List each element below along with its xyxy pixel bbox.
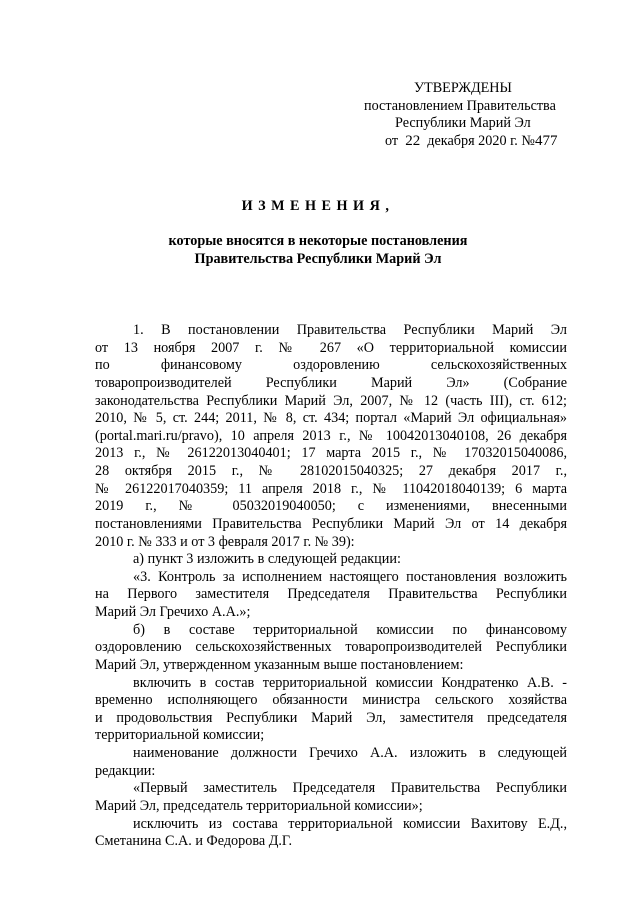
text-line: редакции: <box>95 762 156 779</box>
text-line: № 26122017040359; 11 апреля 2018 г., № 11042018040139; 6 марта <box>95 480 567 497</box>
approval-date-prefix: от <box>385 132 399 149</box>
text-line: Сметанина С.А. и Федорова Д.Г. <box>95 833 293 850</box>
text-line: постановлениями Правительства Республики Марий Эл от 14 декабря <box>95 515 567 532</box>
text-line: Марий Эл, председатель территориальной комиссии»; <box>95 797 423 814</box>
approval-heading: УТВЕРЖДЕНЫ <box>414 80 512 96</box>
text-line: 2019 г., № 05032019040050; с изменениями, внесенными <box>95 498 567 515</box>
text-line: 2010 г. № 333 и от 3 февраля 2017 г. № 39): <box>95 533 355 550</box>
paragraph-position <box>95 745 567 780</box>
approval-resolution: постановлением Правительства <box>364 97 556 114</box>
text-line: а) пункт 3 изложить в следующей редакции: <box>133 551 401 568</box>
approval-date-line <box>362 133 582 151</box>
text-line: «3. Контроль за исполнением настоящего постановления возложить <box>133 568 567 585</box>
text-line: б) в составе территориальной комиссии по финансовому <box>133 621 567 638</box>
paragraph-exclude <box>95 816 567 851</box>
paragraph-quote-position <box>95 780 567 815</box>
text-line: временно исполняющего обязанности министра сельского хозяйства <box>95 692 567 709</box>
text-line: Марий Эл Гречихо А.А.»; <box>95 604 251 620</box>
paragraph-item-b <box>95 622 567 675</box>
approval-republic: Республики Марий Эл <box>395 115 531 131</box>
paragraph-item-a <box>95 551 567 569</box>
text-line: товаропроизводителей Республики Марий Эл» (Собрание <box>95 374 567 391</box>
text-line: «Первый заместитель Председателя Правительства Республики <box>133 780 567 797</box>
text-line: (portal.mari.ru/pravo), 10 апреля 2013 г., № 10042013040108, 26 декабря <box>95 427 567 444</box>
text-line: включить в состав территориальной комиссии Кондратенко А.В. - <box>133 674 567 691</box>
text-line: 28 октября 2015 г., № 28102015040325; 27 декабря 2017 г., <box>95 463 567 479</box>
approval-number: 477 <box>534 132 558 149</box>
approval-day: 22 <box>405 132 421 149</box>
document-body <box>95 322 567 851</box>
text-line: на Первого заместителя Председателя Правительства Республики <box>95 586 567 603</box>
document-title: ИЗМЕНЕНИЯ, <box>241 198 395 214</box>
paragraph-1 <box>95 322 567 551</box>
paragraph-include <box>95 675 567 746</box>
document-subtitle <box>0 232 636 268</box>
approval-stamp <box>362 80 582 150</box>
text-line: оздоровлению сельскохозяйственных товаропроизводителей Республики <box>95 639 567 656</box>
text-line: законодательства Республики Марий Эл, 2007, № 12 (часть III), ст. 612; <box>95 392 567 409</box>
text-line: от 13 ноября 2007 г. № 267 «О территориальной комиссии <box>95 339 567 356</box>
text-line: наименование должности Гречихо А.А. изложить в следующей <box>133 745 567 761</box>
subtitle-line: Правительства Республики Марий Эл <box>194 251 442 267</box>
text-line: и продовольствия Республики Марий Эл, заместителя председателя <box>95 709 567 726</box>
text-line: по финансовому оздоровлению сельскохозяйственных <box>95 357 567 374</box>
text-line: 1. В постановлении Правительства Республики Марий Эл <box>133 322 567 338</box>
text-line: Марий Эл, утвержденном указанным выше постановлением: <box>95 656 464 673</box>
subtitle-line: которые вносятся в некоторые постановления <box>168 233 468 249</box>
text-line: 2013 г., № 26122013040401; 17 марта 2015 г., № 17032015040086, <box>95 445 567 462</box>
paragraph-quote-3 <box>95 569 567 622</box>
text-line: территориальной комиссии; <box>95 727 265 744</box>
text-line: исключить из состава территориальной комиссии Вахитову Е.Д., <box>133 815 567 832</box>
approval-date: декабря 2020 г. № <box>427 132 535 149</box>
text-line: 2010, № 5, ст. 244; 2011, № 8, ст. 434; портал «Марий Эл официальная» <box>95 410 567 427</box>
